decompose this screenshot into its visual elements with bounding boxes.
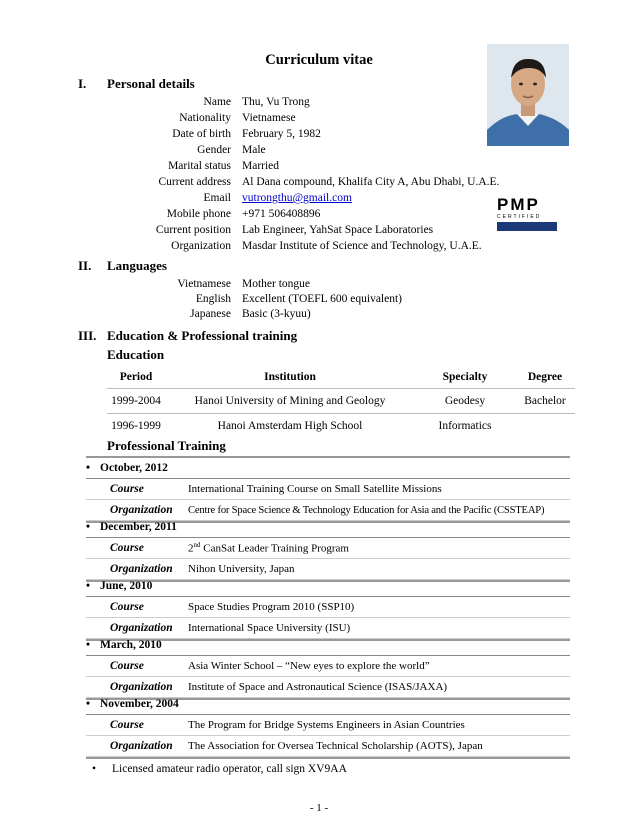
page-number: - 1 - <box>309 802 329 814</box>
label-lang-ja: Japanese <box>190 308 231 320</box>
section-title-education: Education & Professional training <box>107 328 298 343</box>
training-date: • October, 2012 <box>86 458 570 479</box>
training-org-row: Organization Centre for Space Science & Technology Education for Asia and the Pacific (CSSTEAP) <box>86 500 570 521</box>
label-marital: Marital status <box>168 160 231 172</box>
table-cell: Bachelor <box>524 395 566 407</box>
table-cell: Geodesy <box>444 395 486 407</box>
training-date: • December, 2011 <box>86 517 570 538</box>
training-block <box>86 635 570 700</box>
training-org-row: Organization Nihon University, Japan <box>86 559 570 580</box>
table-cell: Hanoi Amsterdam High School <box>217 420 363 432</box>
label-address: Current address <box>158 176 231 188</box>
profile-photo <box>487 44 569 146</box>
training-course-row: Course 2nd CanSat Leader Training Program <box>86 538 570 559</box>
label-lang-en: English <box>195 293 231 305</box>
value-name: Thu, Vu Trong <box>242 96 310 108</box>
col-institution: Institution <box>264 371 316 383</box>
pmp-logo-sub: CERTIFIED <box>497 214 542 220</box>
table-cell <box>515 414 575 439</box>
section-number: I. <box>78 76 87 91</box>
table-cell: Informatics <box>438 420 492 432</box>
value-dob: February 5, 1982 <box>242 128 321 140</box>
value-organization: Masdar Institute of Science and Technology, U.A.E. <box>242 240 482 252</box>
training-course-row: Course Asia Winter School – “New eyes to explore the world” <box>86 656 570 677</box>
value-nationality: Vietnamese <box>242 112 296 124</box>
section-number: III. <box>78 328 97 343</box>
label-name: Name <box>203 96 231 108</box>
table-cell: 1996-1999 <box>111 420 161 432</box>
training-block <box>86 517 570 582</box>
table-cell: Hanoi University of Mining and Geology <box>194 395 386 407</box>
value-marital: Married <box>242 160 280 172</box>
table-cell: 1999-2004 <box>111 395 161 407</box>
value-gender: Male <box>242 144 266 156</box>
training-block <box>86 458 570 523</box>
value-lang-vi: Mother tongue <box>242 278 311 290</box>
table-row <box>107 414 575 439</box>
label-mobile: Mobile phone <box>166 208 231 220</box>
page-title: Curriculum vitae <box>265 52 373 68</box>
pmp-logo <box>497 196 563 236</box>
value-address: Al Dana compound, Khalifa City A, Abu Dhabi, U.A.E. <box>242 176 500 188</box>
training-date: • June, 2010 <box>86 576 570 597</box>
value-lang-en: Excellent (TOEFL 600 equivalent) <box>242 293 402 305</box>
training-org-row: Organization International Space University (ISU) <box>86 618 570 639</box>
training-org-row: Organization The Association for Oversea Technical Scholarship (AOTS), Japan <box>86 736 570 757</box>
section-title-personal: Personal details <box>107 76 195 91</box>
col-period: Period <box>119 371 153 383</box>
label-dob: Date of birth <box>172 128 231 140</box>
extra-text: Licensed amateur radio operator, call sign XV9AA <box>112 763 347 775</box>
value-mobile: +971 506408896 <box>242 208 321 220</box>
training-course-row: Course Space Studies Program 2010 (SSP10) <box>86 597 570 618</box>
table-row <box>107 389 575 414</box>
col-degree: Degree <box>527 371 563 383</box>
education-table <box>107 366 575 438</box>
label-organization: Organization <box>171 240 231 252</box>
value-position: Lab Engineer, YahSat Space Laboratories <box>242 224 434 236</box>
training-org-row: Organization Institute of Space and Astronautical Science (ISAS/JAXA) <box>86 677 570 698</box>
label-position: Current position <box>155 224 231 236</box>
training-heading: Professional Training <box>107 438 226 453</box>
training-block <box>86 694 570 759</box>
training-date: • November, 2004 <box>86 694 570 715</box>
education-heading: Education <box>107 347 165 362</box>
pmp-logo-text: PMP <box>497 195 540 214</box>
email-link[interactable]: vutrongthu@gmail.com <box>242 192 352 204</box>
training-date: • March, 2010 <box>86 635 570 656</box>
training-course-row: Course The Program for Bridge Systems Engineers in Asian Countries <box>86 715 570 736</box>
training-block <box>86 576 570 641</box>
section-number: II. <box>78 258 92 273</box>
label-nationality: Nationality <box>179 112 231 124</box>
label-lang-vi: Vietnamese <box>177 278 231 290</box>
training-course-row: Course International Training Course on Small Satellite Missions <box>86 479 570 500</box>
extra-item: • Licensed amateur radio operator, call sign XV9AA <box>92 763 347 775</box>
section-title-languages: Languages <box>107 258 167 273</box>
value-lang-ja: Basic (3-kyuu) <box>242 308 311 320</box>
label-gender: Gender <box>197 144 231 156</box>
label-email: Email <box>203 192 231 204</box>
col-specialty: Specialty <box>442 371 488 383</box>
